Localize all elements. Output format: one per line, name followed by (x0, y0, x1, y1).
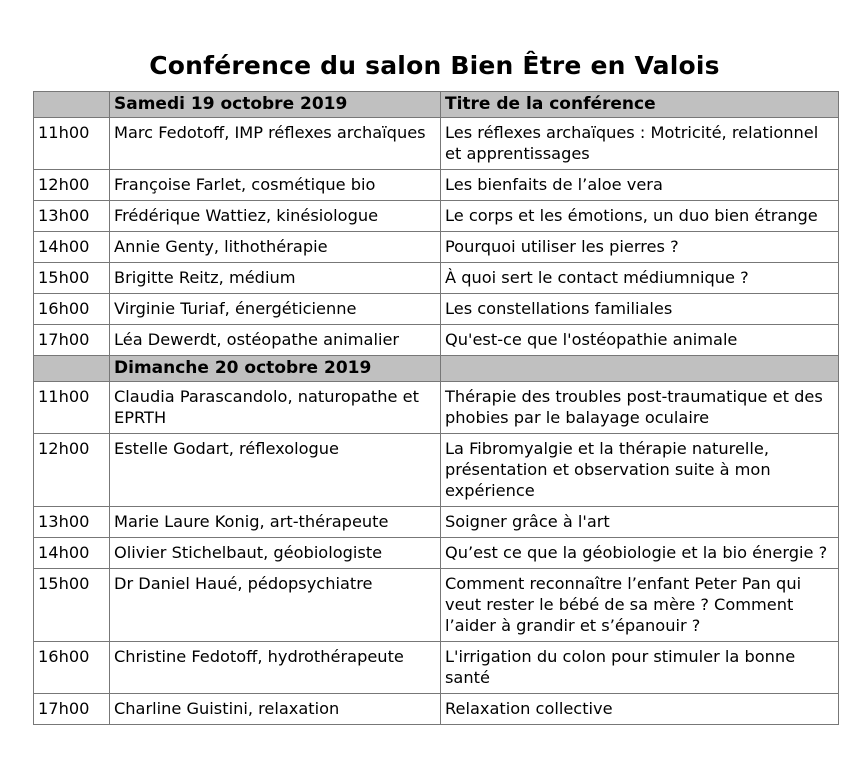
session-topic: Comment reconnaître l’enfant Peter Pan qui veut rester le bébé de sa mère ? Comment l’aider à grandir et s’épanouir ? (441, 569, 839, 642)
session-time: 14h00 (34, 538, 110, 569)
session-speaker: Annie Genty, lithothérapie (110, 232, 441, 263)
session-topic: Les constellations familiales (441, 294, 839, 325)
session-time: 14h00 (34, 232, 110, 263)
table-row (34, 642, 839, 694)
session-speaker: Olivier Stichelbaut, géobiologiste (110, 538, 441, 569)
session-time: 13h00 (34, 507, 110, 538)
session-time: 17h00 (34, 694, 110, 725)
session-speaker: Charline Guistini, relaxation (110, 694, 441, 725)
session-speaker: Léa Dewerdt, ostéopathe animalier (110, 325, 441, 356)
session-time: 15h00 (34, 263, 110, 294)
session-speaker: Marie Laure Konig, art-thérapeute (110, 507, 441, 538)
session-speaker: Françoise Farlet, cosmétique bio (110, 170, 441, 201)
conference-schedule-table (33, 91, 839, 725)
table-row (34, 263, 839, 294)
session-time: 16h00 (34, 294, 110, 325)
page-title: Conférence du salon Bien Être en Valois (149, 50, 720, 80)
session-time: 17h00 (34, 325, 110, 356)
table-row (34, 382, 839, 434)
table-row (34, 538, 839, 569)
session-speaker: Frédérique Wattiez, kinésiologue (110, 201, 441, 232)
session-topic: Les réflexes archaïques : Motricité, relationnel et apprentissages (441, 118, 839, 170)
table-row (34, 170, 839, 201)
session-topic: Pourquoi utiliser les pierres ? (441, 232, 839, 263)
table-row (34, 232, 839, 263)
day-header-empty-cell (34, 356, 110, 382)
session-time: 12h00 (34, 170, 110, 201)
session-speaker: Brigitte Reitz, médium (110, 263, 441, 294)
session-speaker: Estelle Godart, réflexologue (110, 434, 441, 507)
table-row (34, 507, 839, 538)
session-topic: Qu'est-ce que l'ostéopathie animale (441, 325, 839, 356)
session-time: 13h00 (34, 201, 110, 232)
session-speaker: Christine Fedotoff, hydrothérapeute (110, 642, 441, 694)
session-topic: Qu’est ce que la géobiologie et la bio énergie ? (441, 538, 839, 569)
session-time: 16h00 (34, 642, 110, 694)
session-speaker: Claudia Parascandolo, naturopathe et EPRTH (110, 382, 441, 434)
session-topic: La Fibromyalgie et la thérapie naturelle, présentation et observation suite à mon expérience (441, 434, 839, 507)
session-speaker: Virginie Turiaf, énergéticienne (110, 294, 441, 325)
session-time: 11h00 (34, 382, 110, 434)
table-row (34, 569, 839, 642)
table-row (34, 118, 839, 170)
session-speaker: Dr Daniel Haué, pédopsychiatre (110, 569, 441, 642)
session-topic: L'irrigation du colon pour stimuler la bonne santé (441, 642, 839, 694)
title-column-header: Titre de la conférence (441, 92, 839, 118)
table-row (34, 201, 839, 232)
session-time: 12h00 (34, 434, 110, 507)
session-speaker: Marc Fedotoff, IMP réflexes archaïques (110, 118, 441, 170)
table-row (34, 694, 839, 725)
session-time: 15h00 (34, 569, 110, 642)
session-topic: Thérapie des troubles post-traumatique et des phobies par le balayage oculaire (441, 382, 839, 434)
day-label: Dimanche 20 octobre 2019 (110, 356, 441, 382)
session-topic: À quoi sert le contact médiumnique ? (441, 263, 839, 294)
session-topic: Le corps et les émotions, un duo bien étrange (441, 201, 839, 232)
table-row (34, 294, 839, 325)
day-header-empty-cell (441, 356, 839, 382)
day-label: Samedi 19 octobre 2019 (110, 92, 441, 118)
session-topic: Les bienfaits de l’aloe vera (441, 170, 839, 201)
day-header-row (34, 356, 839, 382)
table-row (34, 434, 839, 507)
table-row (34, 325, 839, 356)
day-header-row (34, 92, 839, 118)
session-time: 11h00 (34, 118, 110, 170)
day-header-empty-cell (34, 92, 110, 118)
session-topic: Relaxation collective (441, 694, 839, 725)
session-topic: Soigner grâce à l'art (441, 507, 839, 538)
